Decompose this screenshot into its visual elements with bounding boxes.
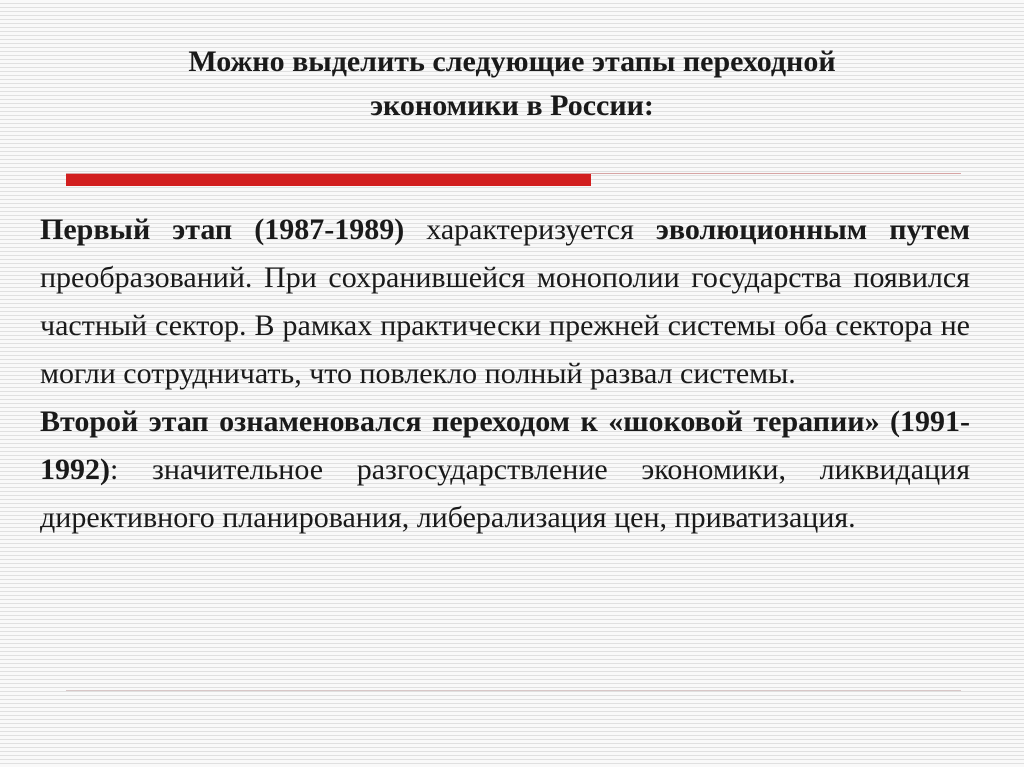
underline-red-bar <box>66 174 591 186</box>
slide-title <box>40 40 984 128</box>
stage-1-paragraph <box>40 206 970 398</box>
stage-1-emphasis: эволюционным путем <box>655 213 970 246</box>
stage-2-text: значительное разгосударствление экономики, ликвидация директивного планирования, либерализация цен, приватизация. <box>40 453 970 534</box>
title-line-1: Можно выделить следующие этапы переходной <box>188 45 836 78</box>
title-underline <box>66 172 961 188</box>
stage-1-text-2: преобразований. При сохранившейся монополии государства появился частный сектор. В рамках практически прежней системы оба сектора не могли сотрудничать, что повлекло полный развал системы. <box>40 261 970 390</box>
stage-2-colon: : <box>110 453 119 486</box>
stage-1-text-1: характеризуется <box>404 213 656 246</box>
stage-2-lead: Второй этап ознаменовался переходом к «шоковой терапии» <box>40 405 880 438</box>
title-line-2: экономики в России: <box>370 89 654 122</box>
slide-body <box>40 206 970 542</box>
bottom-divider <box>66 690 961 691</box>
stage-2-paragraph <box>40 398 970 542</box>
stage-2-years: (1991-1992) <box>40 405 971 486</box>
stage-1-lead: Первый этап (1987-1989) <box>40 213 405 246</box>
